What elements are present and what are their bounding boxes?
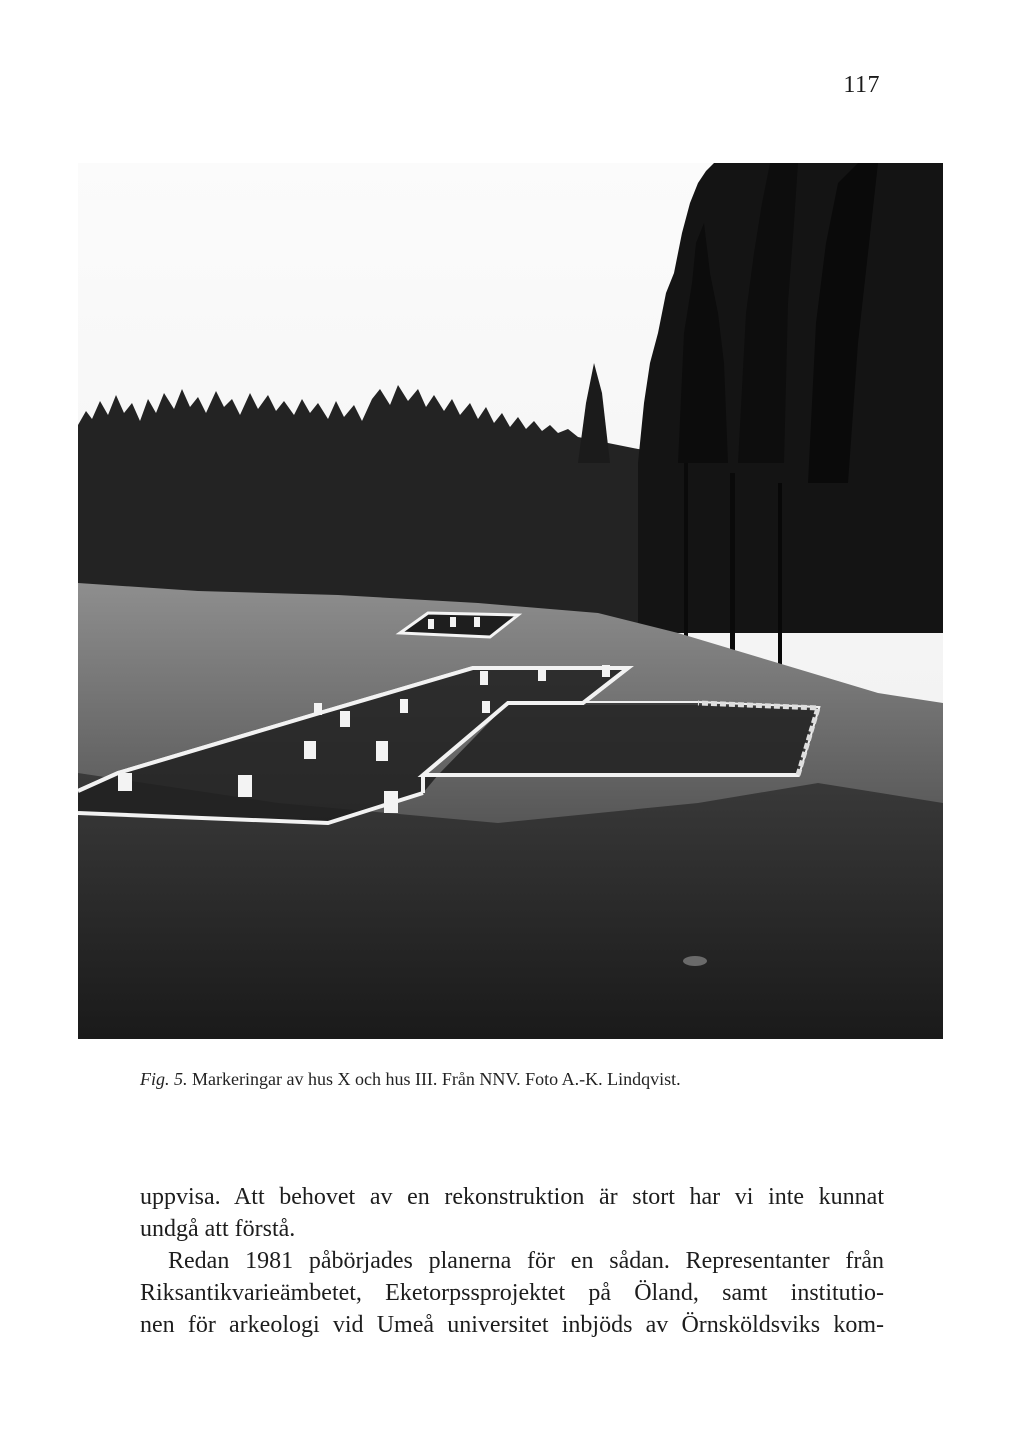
- body-line-2: undgå att förstå.: [140, 1216, 296, 1242]
- body-paragraphs: [140, 1181, 884, 1341]
- body-line-1: uppvisa. Att behovet av en rekonstruktion är stort har vi inte kunnat: [140, 1184, 884, 1210]
- photo-excavation-site: [78, 163, 943, 1039]
- figure-caption-text: Markeringar av hus X och hus III. Från NNV. Foto A.-K. Lindqvist.: [192, 1069, 681, 1089]
- page-number: 117: [843, 72, 880, 98]
- figure-photo: [78, 163, 943, 1039]
- figure-label: Fig. 5.: [140, 1069, 188, 1089]
- body-line-5: nen för arkeologi vid Umeå universitet inbjöds av Örnsköldsviks kom-: [140, 1312, 884, 1338]
- body-line-4: Riksantikvarieämbetet, Eketorpssprojektet på Öland, samt institutio-: [140, 1280, 884, 1306]
- body-line-3: Redan 1981 påbörjades planerna för en sådan. Representanter från: [168, 1248, 884, 1274]
- figure-caption: [140, 1069, 681, 1090]
